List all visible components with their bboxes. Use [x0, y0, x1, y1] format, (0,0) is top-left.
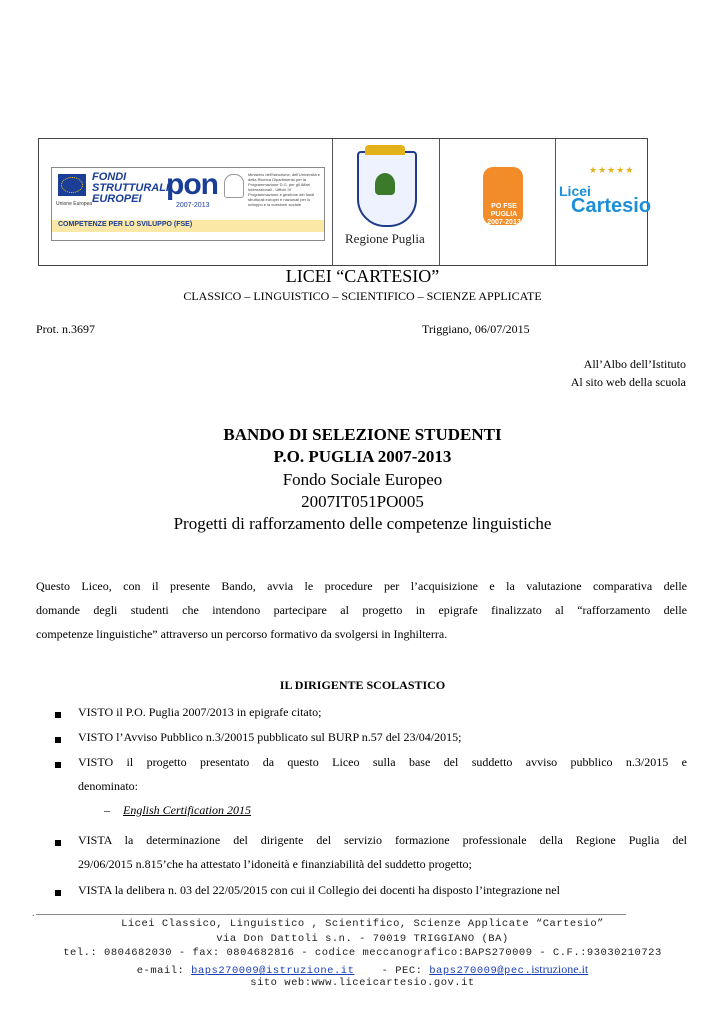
visto-po-puglia: VISTO il P.O. Puglia 2007/2013 in epigrafe citato; [78, 705, 322, 719]
school-title: LICEI “CARTESIO” [285, 266, 440, 286]
intro-line: competenze linguistiche” attraverso un percorso formativo da svolgersi in Inghilterra. [36, 627, 448, 641]
school-subtitle: CLASSICO – LINGUISTICO – SCIENTIFICO – SCIENZE APPLICATE [183, 289, 542, 303]
footer-website[interactable]: sito web:www.liceicartesio.gov.it [250, 977, 475, 989]
pon-years: 2007-2013 [176, 202, 210, 209]
bando-title: BANDO DI SELEZIONE STUDENTI [223, 425, 502, 444]
bullet-square-icon [55, 707, 61, 722]
bullet-square-icon [55, 835, 61, 850]
footer-email-row [0, 962, 725, 977]
footer-address: via Don Dattoli s.n. - 70019 TRIGGIANO (BA) [216, 933, 509, 945]
intro-line: Questo Liceo, con il presente Bando, avvia le procedure per l’acquisizione e la valutazione comparativa delle [36, 579, 687, 593]
recipient-albo: All’Albo dell’Istituto [583, 357, 686, 371]
email-label: e-mail: [136, 965, 185, 977]
cartesio-logo-text: Cartesio [571, 195, 652, 217]
pon-logo: pon [166, 168, 218, 201]
bullet-square-icon [55, 885, 61, 900]
logo-divider [332, 139, 333, 265]
email-link[interactable]: baps270009@istruzione.it [191, 965, 355, 977]
pec-user: baps270009@pec. [429, 965, 532, 977]
dirigente-heading: IL DIRIGENTE SCOLASTICO [279, 678, 446, 692]
english-certification-project: English Certification 2015 [123, 803, 251, 817]
logo-strip [38, 138, 652, 266]
logo-divider [439, 139, 440, 265]
regione-puglia-label: Regione Puglia [345, 231, 425, 246]
footer-school-name: Licei Classico, Linguistico , Scientifico, Scienze Applicate “Cartesio” [121, 918, 604, 930]
fondi-strutturali-logo: FONDI STRUTTURALI EUROPEI [92, 171, 169, 205]
program-title: P.O. PUGLIA 2007-2013 [273, 447, 452, 466]
crown-icon [365, 145, 405, 155]
bullet-line: VISTO il progetto presentato da questo Liceo sulla base del suddetto avviso pubblico n.3/2015 e [78, 755, 687, 769]
bullet-line: denominato: [78, 779, 138, 793]
program-code: 2007IT051PO005 [301, 492, 424, 511]
recipient-website: Al sito web della scuola [570, 375, 686, 389]
visto-progetto [78, 750, 687, 798]
eu-label: Unione Europea [56, 201, 93, 207]
miur-text: Ministero dell'Istruzione, dell'Università e della Ricerca Dipartimento per la Programmazione D.G. per gli Affari Internazionali - Ufficio IV Programmazione e gestione dei fondi strutturali europei e nazionali per lo sviluppo e la coesione sociale [248, 172, 321, 207]
protocol-number: Prot. n.3697 [36, 322, 96, 336]
footer-divider [36, 914, 626, 915]
vista-determinazione [78, 828, 687, 876]
pec-link[interactable] [429, 962, 589, 977]
bullet-square-icon [55, 732, 61, 747]
stars-icon: ★★★★★ [589, 165, 635, 175]
dash-bullet: – [104, 803, 110, 817]
licei-logo-text: Licei [559, 183, 591, 199]
logo-divider [555, 139, 556, 265]
footer-contacts: tel.: 0804682030 - fax: 0804682816 - codice meccanografico:BAPS270009 - C.F.:93030210723 [63, 947, 662, 959]
competenze-label: COMPETENZE PER LO SVILUPPO (FSE) [58, 221, 193, 228]
intro-line: domande degli studenti che intendono partecipare al progetto in epigrafe finalizzato al “rafforzamento delle [36, 603, 687, 617]
project-title: Progetti di rafforzamento delle competenze linguistiche [173, 514, 552, 533]
visto-avviso: VISTO l’Avviso Pubblico n.3/20015 pubblicato sul BURP n.57 del 23/04/2015; [78, 730, 462, 744]
olive-tree-icon [375, 173, 395, 195]
vista-delibera: VISTA la delibera n. 03 del 22/05/2015 con cui il Collegio dei docenti ha disposto l’integrazione nel [78, 883, 560, 897]
pec-domain: istruzione.it [531, 962, 589, 976]
fund-name: Fondo Sociale Europeo [282, 470, 443, 489]
footer-dot: . [32, 908, 35, 919]
republic-emblem-icon [224, 174, 244, 198]
eu-flag-icon [58, 174, 86, 196]
bullet-line: VISTA la determinazione del dirigente del servizio formazione professionale della Regione Puglia del [78, 833, 687, 847]
bullet-line: 29/06/2015 n.815’che ha attestato l’idoneità e finanziabilità del suddetto progetto; [78, 857, 472, 871]
intro-paragraph [36, 574, 687, 646]
po-fse-label: PO FSE PUGLIA 2007-2013 [487, 203, 521, 226]
pon-banner [51, 167, 325, 241]
document-date: Triggiano, 06/07/2015 [422, 322, 530, 336]
bullet-square-icon [55, 757, 61, 772]
pec-label: - PEC: [381, 965, 423, 977]
